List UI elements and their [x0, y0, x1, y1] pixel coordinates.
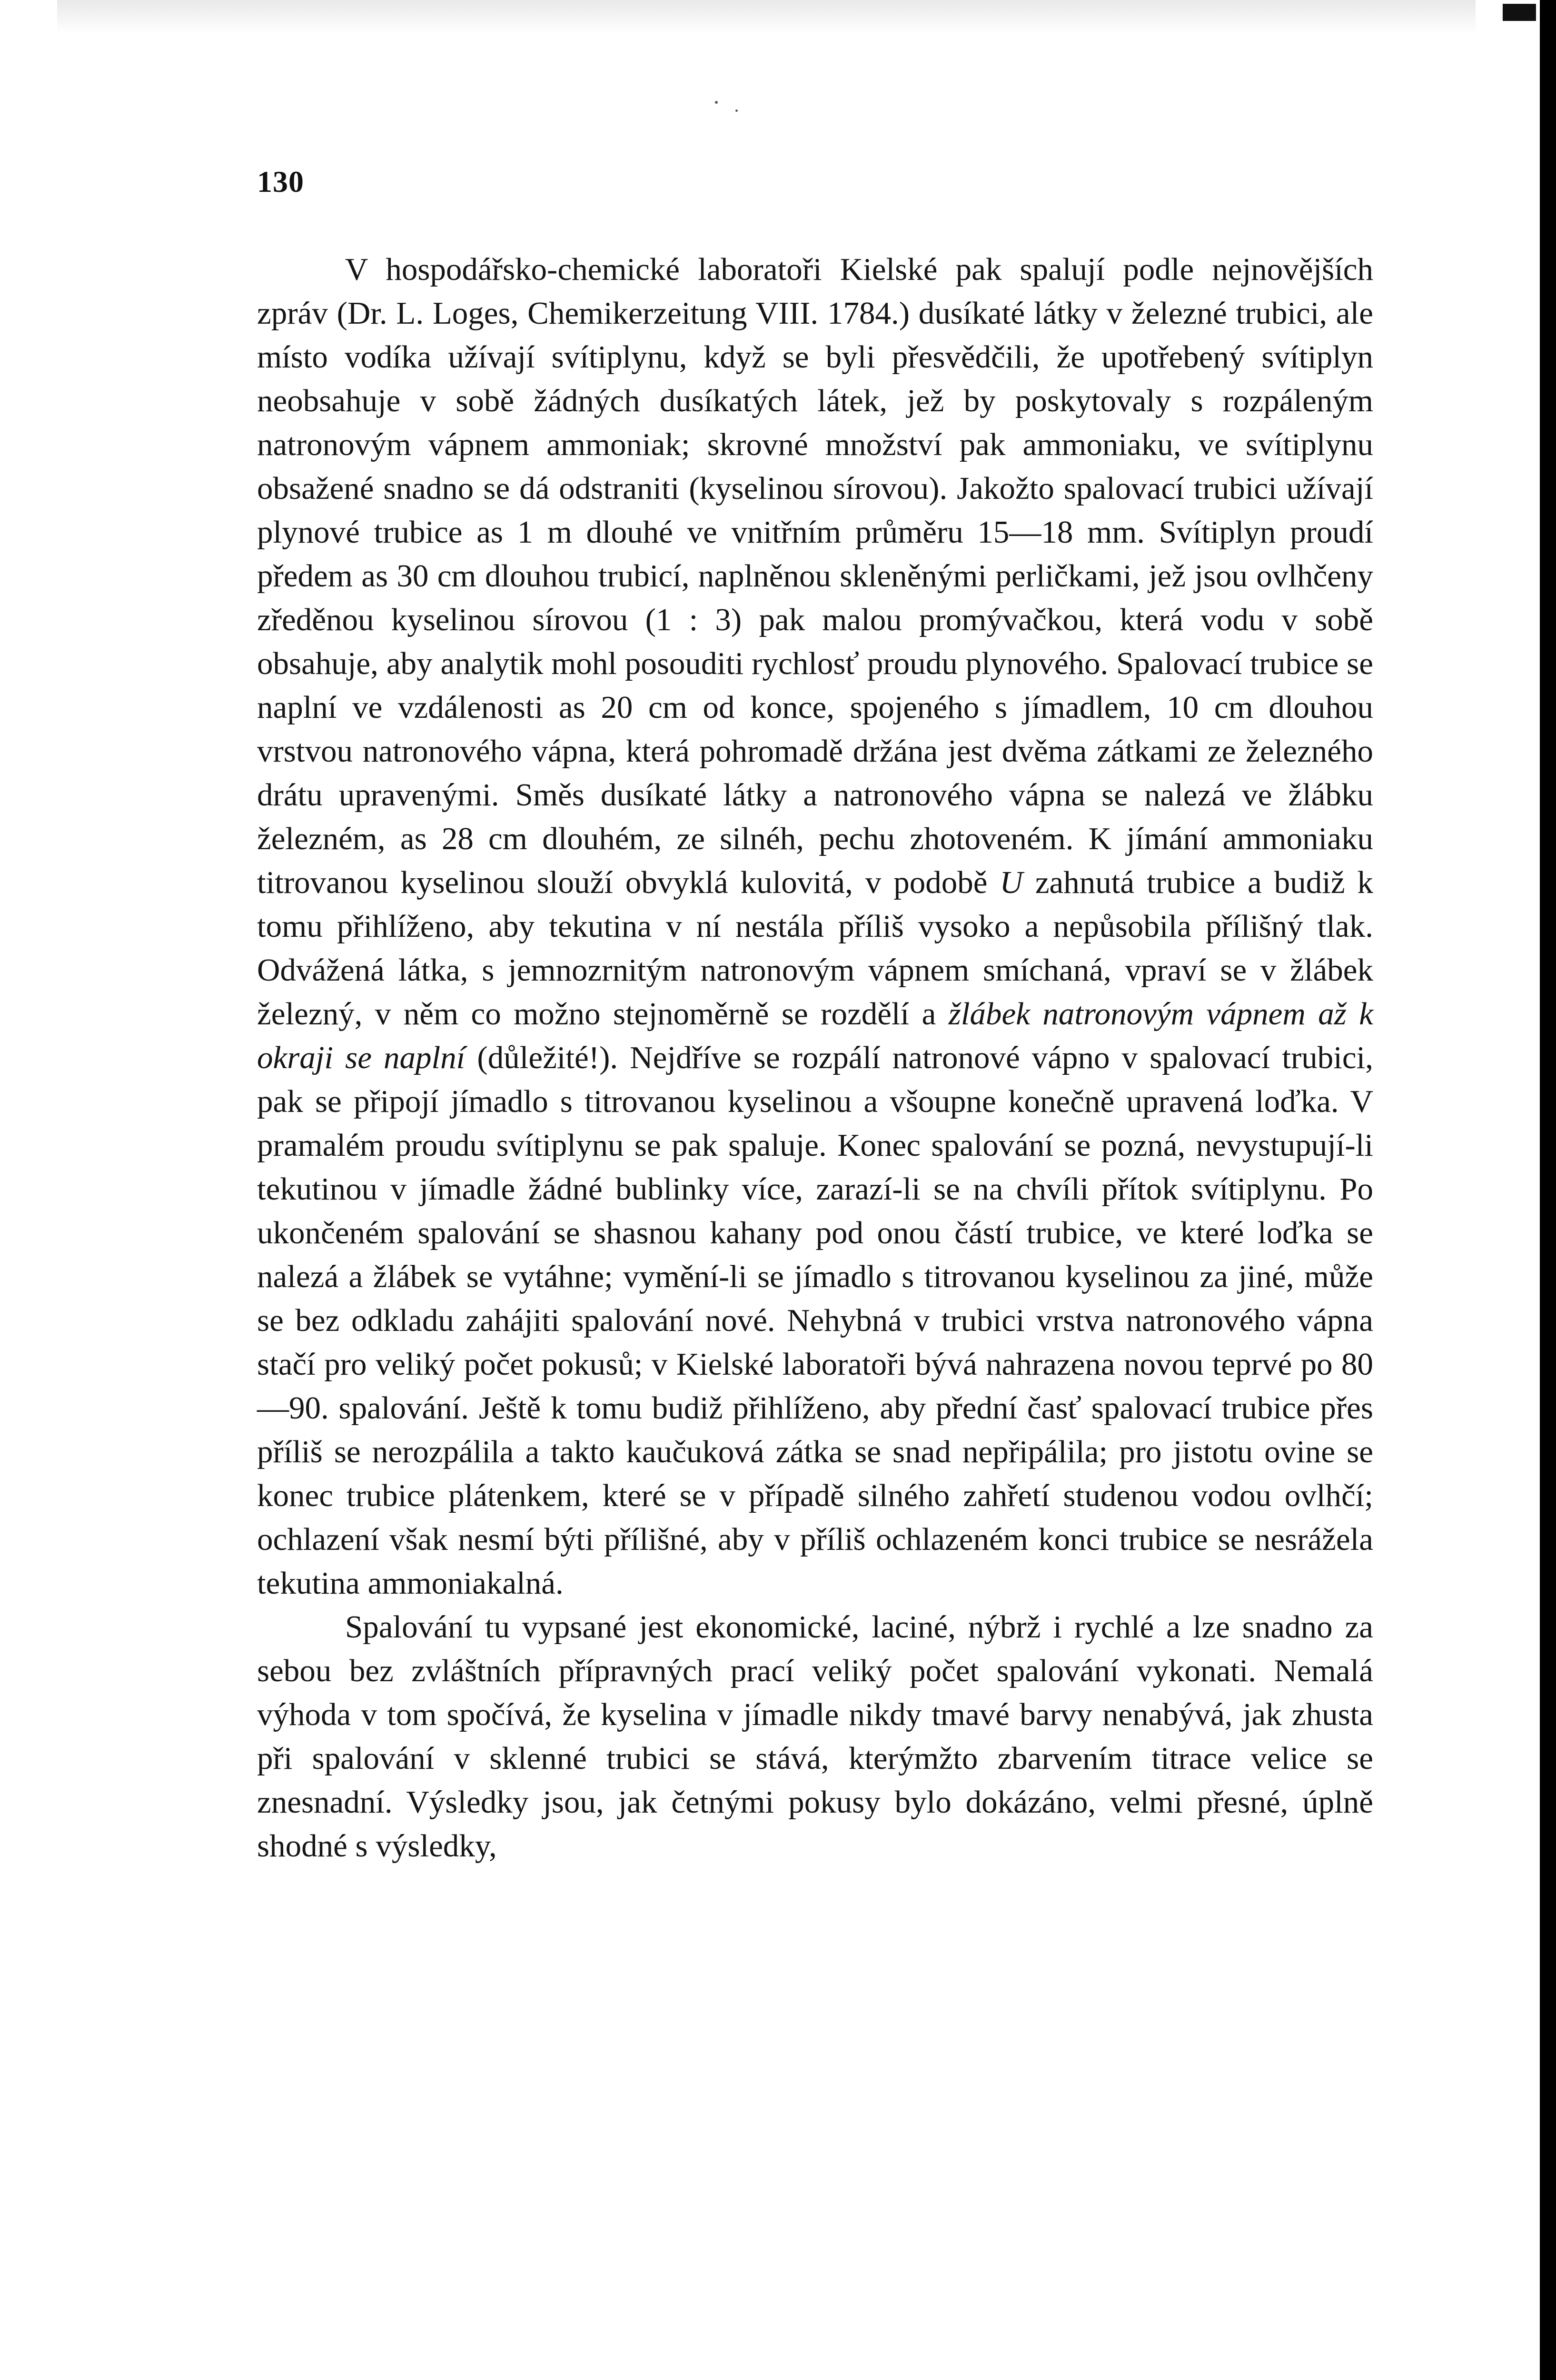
paragraph-2 [257, 1605, 1373, 1868]
page-number: 130 [257, 165, 304, 198]
text-segment: zahnutá trubice a budiž k tomu přihlíženo, aby tekutina v ní nestála příliš vysoko a nepůsobila přílišný tlak. Odvážená látka, s jemnozrnitým natronovým vápnem smíchaná, vpraví se v žlábek železný, v něm co možno stejnoměrně se rozdělí a [257, 865, 1374, 1031]
text-segment: Spalování tu vypsané jest ekonomické, laciné, nýbrž i rychlé a lze snadno za sebou bez zvláštních přípravných prací veliký počet spalování vykonati. Nemalá výhoda v tom spočívá, že kyselina v jímadle nikdy tmavé barvy nenabývá, jak zhusta při spalování v sklenné trubici se stává, kterýmžto zbarvením titrace velice se znesnadní. Výsledky jsou, jak četnými pokusy bylo dokázáno, velmi přesné, úplně shodné s výsledky, [257, 1609, 1373, 1864]
text-segment-italic: U [1000, 865, 1023, 900]
paragraph-1 [257, 248, 1373, 1605]
dust-speck [735, 109, 738, 112]
body-text [257, 248, 1373, 1868]
scan-corner-mark [1503, 4, 1536, 21]
dust-speck [715, 101, 718, 104]
text-segment: (důležité!). Nejdříve se rozpálí natronové vápno v spalovací trubici, pak se připojí jímadlo s titrovanou kyselinou a všoupne konečně upravená loďka. V pramalém proudu svítiplynu se pak spaluje. Konec spalování se pozná, nevystupují-li tekutinou v jímadle žádné bublinky více, zarazí-li se na chvíli přítok svítiplynu. Po ukončeném spalování se shasnou kahany pod onou částí trubice, ve které loďka se nalezá a žlábek se vytáhne; vymění-li se jímadlo s titrovanou kyselinou za jiné, může se bez odkladu zahájiti spalování nové. Nehybná v trubici vrstva natronového vápna stačí pro veliký počet pokusů; v Kielské laboratoři bývá nahrazena novou teprvé po 80—90. spalování. Ještě k tomu budiž přihlíženo, aby přední časť spalovací trubice přes příliš se nerozpálila a takto kaučuková zátka se snad nepřipálila; pro jistotu ovine se konec trubice plátenkem, které se v případě silného zahřetí studenou vodou ovlhčí; ochlazení však nesmí býti přílišné, aby v příliš ochlazeném konci trubice se nesrážela tekutina ammoniakalná. [257, 1040, 1373, 1601]
text-segment: V hospodářsko-chemické laboratoři Kielské pak spalují podle nejnovějších zpráv (Dr. L. Loges, Chemikerzeitung VIII. 1784.) dusíkaté látky v železné trubici, ale místo vodíka užívají svítiplynu, když se byli přesvědčili, že upotřebený svítiplyn neobsahuje v sobě žádných dusíkatých látek, jež by poskytovaly s rozpáleným natronovým vápnem ammoniak; skrovné množství pak ammoniaku, ve svítiplynu obsažené snadno se dá odstraniti (kyselinou sírovou). Jakožto spalovací trubici užívají plynové trubice as 1 m dlouhé ve vnitřním průměru 15—18 mm. Svítiplyn proudí předem as 30 cm dlouhou trubicí, naplněnou skleněnými perličkami, jež jsou ovlhčeny zředěnou kyselinou sírovou (1 : 3) pak malou promývačkou, která vodu v sobě obsahuje, aby analytik mohl posouditi rychlosť proudu plynového. Spalovací trubice se naplní ve vzdálenosti as 20 cm od konce, spojeného s jímadlem, 10 cm dlouhou vrstvou natronového vápna, která pohromadě držána jest dvěma zátkami ze železného drátu upravenými. Směs dusíkaté látky a natronového vápna se nalezá ve žlábku železném, as 28 cm dlouhém, ze silnéh, pechu zhotoveném. K jímání ammoniaku titrovanou kyselinou slouží obvyklá kulovitá, v podobě [257, 252, 1373, 900]
text-segment-italic: žlábek natronovým vápnem až k okraji se naplní [257, 996, 1373, 1075]
scan-edge-shadow [57, 0, 1476, 33]
